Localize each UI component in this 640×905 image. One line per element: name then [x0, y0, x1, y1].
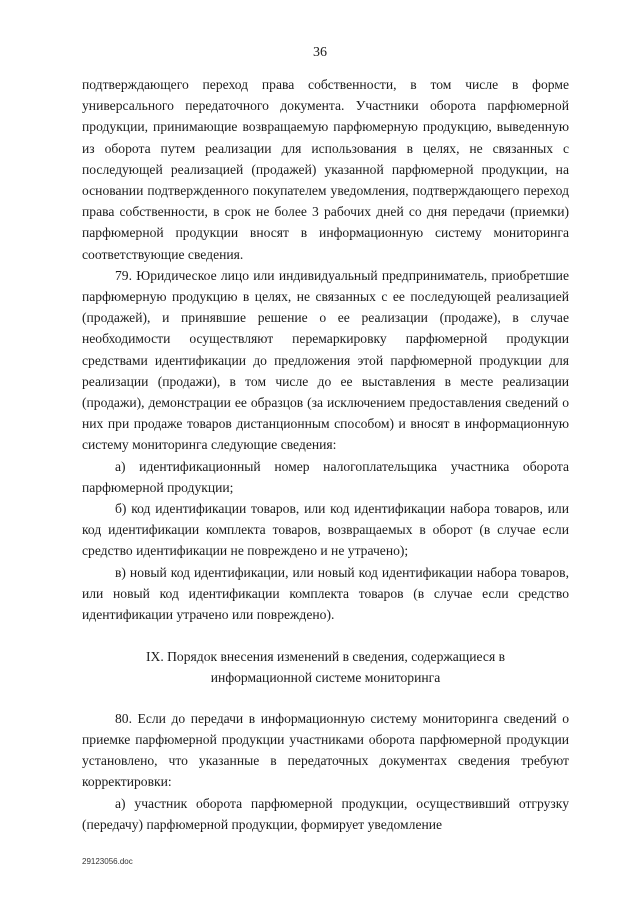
paragraph-79-b: б) код идентификации товаров, или код идентификации набора товаров, или код идентификации комплекта товаров, возвращаемых в оборот (в случае если средство идентификации не повреждено и не утрачено);: [82, 501, 569, 559]
page-number: 36: [313, 45, 327, 60]
paragraph-79-a: а) идентификационный номер налогоплательщика участника оборота парфюмерной продукции;: [82, 458, 569, 495]
paragraph-79-v: в) новый код идентификации, или новый код идентификации набора товаров, или новый код идентификации комплекта товаров (в случае если средство идентификации утрачено или повреждено).: [82, 564, 569, 623]
paragraph-continuation: подтверждающего переход права собственности, в том числе в форме универсального передаточного документа. Участники оборота парфюмерной продукции, принимающие возвращаемую парфюмерную продукцию, выведенную из оборота путем реализации для использования в целях, не связанных с последующей реализацией (продажей) указанной парфюмерной продукции, на основании подтвержденного покупателем уведомления, подтверждающего переход права собственности, в срок не более 3 рабочих дней со дня передачи (приемки) парфюмерной продукции вносят в информационную систему мониторинга соответствующие сведения.: [82, 77, 569, 262]
section-heading: [82, 646, 569, 688]
paragraph-80-a: а) участник оборота парфюмерной продукции, осуществивший отгрузку (передачу) парфюмерной продукции, формирует уведомление: [82, 795, 569, 832]
paragraph-79: 79. Юридическое лицо или индивидуальный предприниматель, приобретшие парфюмерную продукцию в целях, не связанных с ее последующей реализацией (продажей), и принявшие решение о ее реализации (продаже), в случае необходимости осуществляют перемаркировку парфюмерной продукции средствами идентификации до предложения этой парфюмерной продукции для реализации (продажи), в том числе до ее выставления в месте реализации (продажи), демонстрации ее образцов (за исключением предоставления сведений о них при продаже товаров дистанционным способом) и вносят в информационную систему мониторинга следующие сведения:: [82, 267, 569, 453]
document-body: [82, 74, 569, 835]
paragraph-80: 80. Если до передачи в информационную систему мониторинга сведений о приемке парфюмерной продукции участниками оборота парфюмерной продукции установлено, что указанные в передаточных документах сведения требуют корректировки:: [82, 710, 569, 790]
footer-filename: 29123056.doc: [82, 857, 133, 866]
section-heading-line-2: информационной системе мониторинга: [210, 670, 441, 686]
section-heading-line-1: IX. Порядок внесения изменений в сведения, содержащиеся в: [145, 649, 506, 665]
